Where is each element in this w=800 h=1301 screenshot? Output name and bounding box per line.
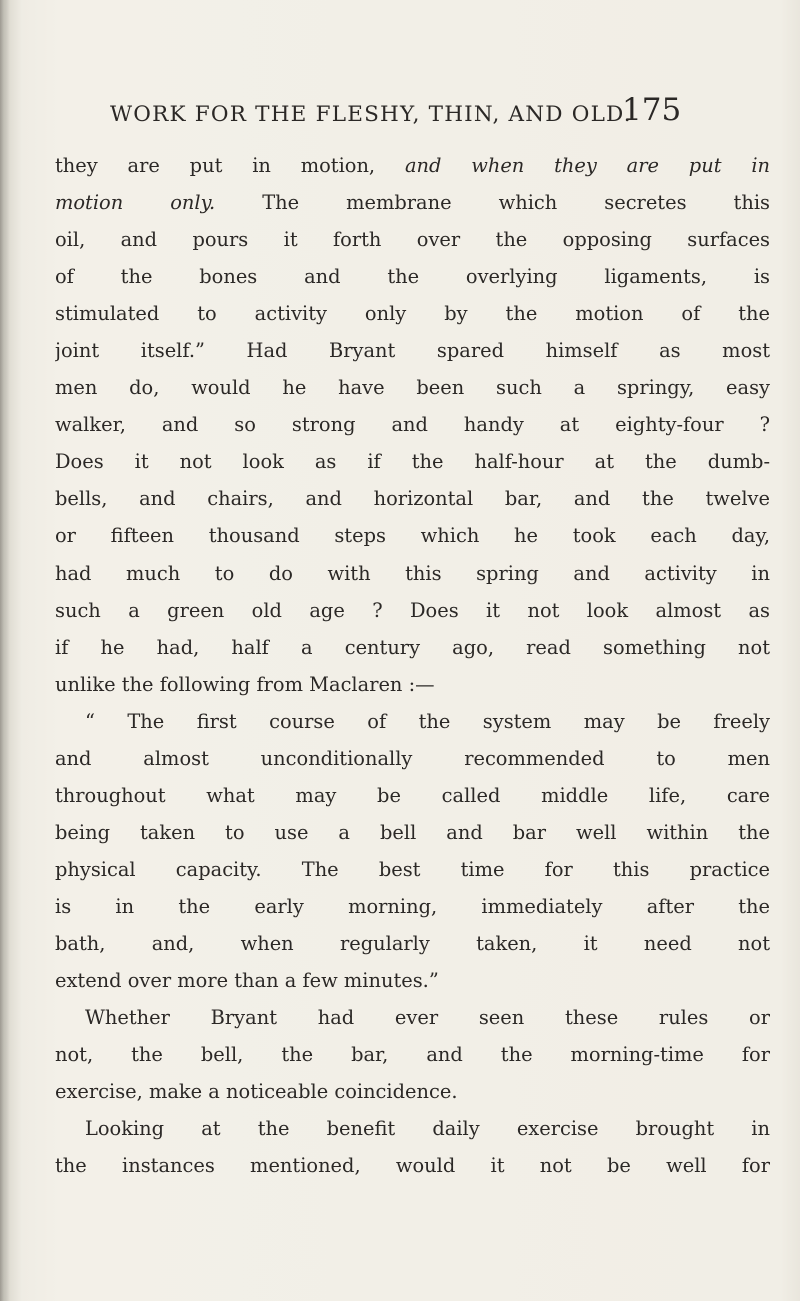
text-line [55, 184, 770, 221]
quote-line: and almost unconditionally recommended to men [55, 746, 770, 770]
text-line [55, 147, 770, 184]
text-line: of the bones and the overlying ligaments, is [55, 265, 770, 289]
text-line: exercise, make a noticeable coincidence. [55, 1080, 458, 1104]
text-run: The membrane which secretes this [262, 191, 770, 215]
text-line: such a green old age ? Does it not look almost as [55, 598, 770, 622]
text-line: the instances mentioned, would it not be well for [55, 1154, 770, 1178]
italic-text: and when they are put in [404, 154, 770, 177]
quote-line: physical capacity. The best time for this practice [55, 857, 770, 881]
italic-text: motion only. [55, 191, 216, 215]
quote-line: is in the early morning, immediately after the [55, 894, 770, 918]
text-line: walker, and so strong and handy at eighty-four ? [55, 413, 770, 437]
text-line: or fifteen thousand steps which he took each day, [55, 524, 770, 548]
text-line: bells, and chairs, and horizontal bar, and the twelve [55, 487, 770, 511]
text-line: stimulated to activity only by the motion of the [55, 302, 770, 326]
text-line: not, the bell, the bar, and the morning-time for [55, 1043, 770, 1067]
text-line: had much to do with this spring and activity in [55, 561, 770, 585]
quote-line: “ The first course of the system may be freely [85, 709, 770, 733]
quote-line: bath, and, when regularly taken, it need not [55, 931, 770, 955]
quote-line: being taken to use a bell and bar well within the [55, 820, 770, 844]
page-number: 175 [622, 92, 682, 128]
text-line: Looking at the benefit daily exercise brought in [85, 1117, 770, 1141]
spine-shadow [0, 0, 10, 1301]
text-line: oil, and pours it forth over the opposing surfaces [55, 228, 770, 252]
text-line: Does it not look as if the half-hour at the dumb- [55, 450, 770, 474]
text-line: men do, would he have been such a springy, easy [55, 376, 770, 400]
body-text [55, 147, 770, 1184]
running-title: WORK FOR THE FLESHY, THIN, AND OLD. [110, 102, 632, 127]
text-run: they are put in motion, [55, 154, 376, 177]
quote-line: throughout what may be called middle life, care [55, 783, 770, 807]
text-line: unlike the following from Maclaren :— [55, 672, 435, 696]
text-line: Whether Bryant had ever seen these rules or [85, 1006, 770, 1030]
quote-line: extend over more than a few minutes.” [55, 969, 439, 993]
text-line: if he had, half a century ago, read something not [55, 635, 770, 659]
text-line: joint itself.” Had Bryant spared himself as most [55, 339, 770, 363]
running-head [0, 92, 800, 142]
